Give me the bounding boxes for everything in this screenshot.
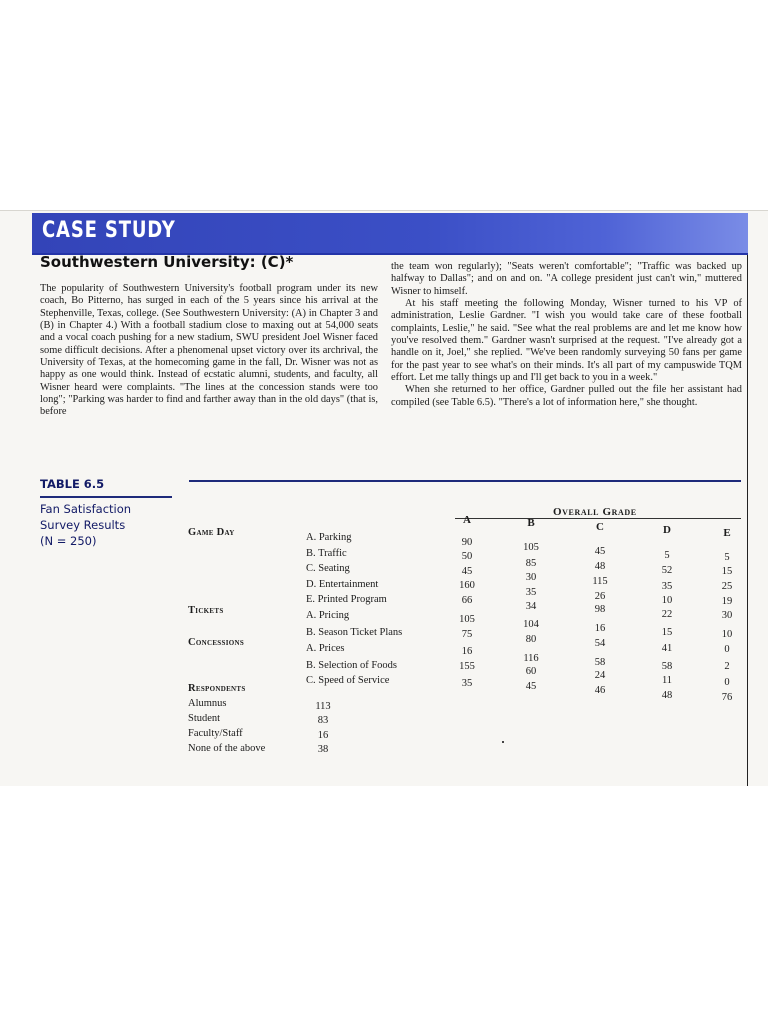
table-cell: 105 bbox=[459, 614, 475, 625]
table-cell: 16 bbox=[594, 623, 606, 634]
respondent-count: 38 bbox=[317, 744, 329, 755]
row-label: E. Printed Program bbox=[306, 594, 387, 605]
grade-header-rule bbox=[455, 518, 741, 519]
table-cell: 35 bbox=[525, 587, 537, 598]
table-cell: 10 bbox=[661, 595, 673, 606]
paragraph: The popularity of Southwestern University's football program under its new coach, Bo Pitterno, has surged in each of the 5 years since his arrival at the Stephenville, Texas, college. (See Southwestern University: (A) in Chapter 3 and (B) in Chapter 4.) With a football stadium close to maxing out at 54,000 seats and a vocal coach pushing for a new stadium, SWU president Joel Wisner faced some difficult decisions. After a phenomenal upset victory over its archrival, the University of Texas, at the homecoming game in the fall, Dr. Wisner was not as happy as one would think. Instead of ecstatic alumni, students, and faculty, all Wisner heard were complaints. "The lines at the concession stands were too long"; "Parking was harder to find and farther away than in the old days" (that is, before bbox=[40, 283, 378, 418]
row-label: B. Selection of Foods bbox=[306, 660, 397, 671]
table-cell: 50 bbox=[461, 551, 473, 562]
table-label: TABLE 6.5 bbox=[40, 477, 105, 491]
table-cell: 115 bbox=[592, 576, 608, 587]
table-cell: 19 bbox=[721, 596, 733, 607]
table-cell: 104 bbox=[523, 619, 539, 630]
page-speck bbox=[502, 741, 504, 743]
table-cell: 66 bbox=[461, 595, 473, 606]
left-column-text bbox=[40, 283, 378, 419]
respondent-label: None of the above bbox=[188, 743, 266, 754]
table-cell: 116 bbox=[523, 653, 539, 664]
table-cell: 52 bbox=[661, 565, 673, 576]
table-cell: 46 bbox=[594, 685, 606, 696]
row-label: D. Entertainment bbox=[306, 579, 379, 590]
row-label: A. Prices bbox=[306, 643, 345, 654]
respondent-label: Faculty/Staff bbox=[188, 728, 243, 739]
table-cell: 35 bbox=[661, 581, 673, 592]
row-label: B. Traffic bbox=[306, 548, 347, 559]
table-cell: 58 bbox=[661, 661, 673, 672]
row-label: C. Seating bbox=[306, 563, 350, 574]
table-cell: 58 bbox=[594, 657, 606, 668]
respondent-label: Student bbox=[188, 713, 221, 724]
table-cell: 76 bbox=[721, 692, 733, 703]
caption-line: (N = 250) bbox=[40, 534, 97, 548]
table-cell: 35 bbox=[461, 678, 473, 689]
textbook-page bbox=[0, 210, 768, 786]
table-cell: 24 bbox=[594, 670, 606, 681]
paragraph: the team won regularly); "Seats weren't comfortable"; "Traffic was backed up halfway to Dallas"; and on and on. "A college president just can't win," muttered Wisner to himself. bbox=[391, 261, 742, 297]
table-cell: 160 bbox=[459, 580, 475, 591]
respondent-label: Alumnus bbox=[188, 698, 227, 709]
table-cell: 45 bbox=[594, 546, 606, 557]
table-cell: 22 bbox=[661, 609, 673, 620]
paragraph: At his staff meeting the following Monday, Wisner turned to his VP of administration, Leslie Gardner. "I wish you would take care of these football complaints, Leslie," he said. "See what the real problems are and let me know how you've resolved them." Gardner wasn't surprised at the request. "I've already got a handle on it, Joel," she replied. "We've been randomly surveying 50 fans per game for the past year to see what's on their minds. It's all part of my campuswide TQM effort. Let me tally things up and I'll get back to you in a week." bbox=[391, 298, 742, 384]
page-edge-rule bbox=[747, 255, 748, 786]
caption-line: Survey Results bbox=[40, 518, 126, 532]
table-cell: 48 bbox=[661, 690, 673, 701]
table-cell: 5 bbox=[724, 552, 730, 563]
overall-grade-header: Overall Grade bbox=[553, 506, 637, 518]
grade-column-header: E bbox=[723, 527, 731, 539]
grade-column-header: D bbox=[663, 524, 671, 536]
case-study-banner bbox=[32, 213, 748, 255]
table-cell: 30 bbox=[525, 572, 537, 583]
table-cell: 0 bbox=[724, 677, 730, 688]
respondent-count: 16 bbox=[317, 730, 329, 741]
banner-title: CASE STUDY bbox=[42, 218, 176, 243]
row-label: C. Speed of Service bbox=[306, 675, 390, 686]
table-cell: 34 bbox=[525, 601, 537, 612]
grade-column-header: C bbox=[596, 521, 604, 533]
table-cell: 75 bbox=[461, 629, 473, 640]
table-cell: 16 bbox=[461, 646, 473, 657]
table-cell: 30 bbox=[721, 610, 733, 621]
section-label: Tickets bbox=[188, 605, 224, 616]
table-cell: 0 bbox=[724, 644, 730, 655]
row-label: B. Season Ticket Plans bbox=[306, 627, 403, 638]
table-cell: 98 bbox=[594, 604, 606, 615]
grade-column-header: A bbox=[463, 514, 471, 526]
table-cell: 5 bbox=[664, 550, 670, 561]
table-cell: 90 bbox=[461, 537, 473, 548]
table-cell: 155 bbox=[459, 661, 475, 672]
table-cell: 105 bbox=[523, 542, 539, 553]
table-cell: 60 bbox=[525, 666, 537, 677]
table-cell: 26 bbox=[594, 591, 606, 602]
table-cell: 48 bbox=[594, 561, 606, 572]
right-column-text bbox=[391, 261, 742, 409]
table-cell: 45 bbox=[461, 566, 473, 577]
respondent-count: 113 bbox=[315, 701, 331, 712]
table-cell: 2 bbox=[724, 661, 730, 672]
table-top-rule bbox=[189, 480, 741, 482]
table-cell: 80 bbox=[525, 634, 537, 645]
table-cell: 15 bbox=[721, 566, 733, 577]
section-label: Game Day bbox=[188, 527, 235, 538]
table-cell: 45 bbox=[525, 681, 537, 692]
table-cell: 85 bbox=[525, 558, 537, 569]
table-label-rule bbox=[40, 496, 172, 498]
table-cell: 54 bbox=[594, 638, 606, 649]
table-cell: 15 bbox=[661, 627, 673, 638]
row-label: A. Pricing bbox=[306, 610, 350, 621]
respondent-count: 83 bbox=[317, 715, 329, 726]
table-cell: 41 bbox=[661, 643, 673, 654]
table-cell: 11 bbox=[661, 675, 673, 686]
paragraph: When she returned to her office, Gardner pulled out the file her assistant had compiled (see Table 6.5). "There's a lot of information here," she thought. bbox=[391, 384, 742, 408]
section-label: Concessions bbox=[188, 637, 245, 648]
caption-line: Fan Satisfaction bbox=[40, 502, 132, 516]
respondents-heading: Respondents bbox=[188, 683, 246, 694]
table-caption bbox=[40, 501, 180, 549]
case-title: Southwestern University: (C)* bbox=[40, 253, 294, 271]
table-cell: 10 bbox=[721, 629, 733, 640]
row-label: A. Parking bbox=[306, 532, 352, 543]
grade-column-header: B bbox=[527, 517, 535, 529]
table-cell: 25 bbox=[721, 581, 733, 592]
